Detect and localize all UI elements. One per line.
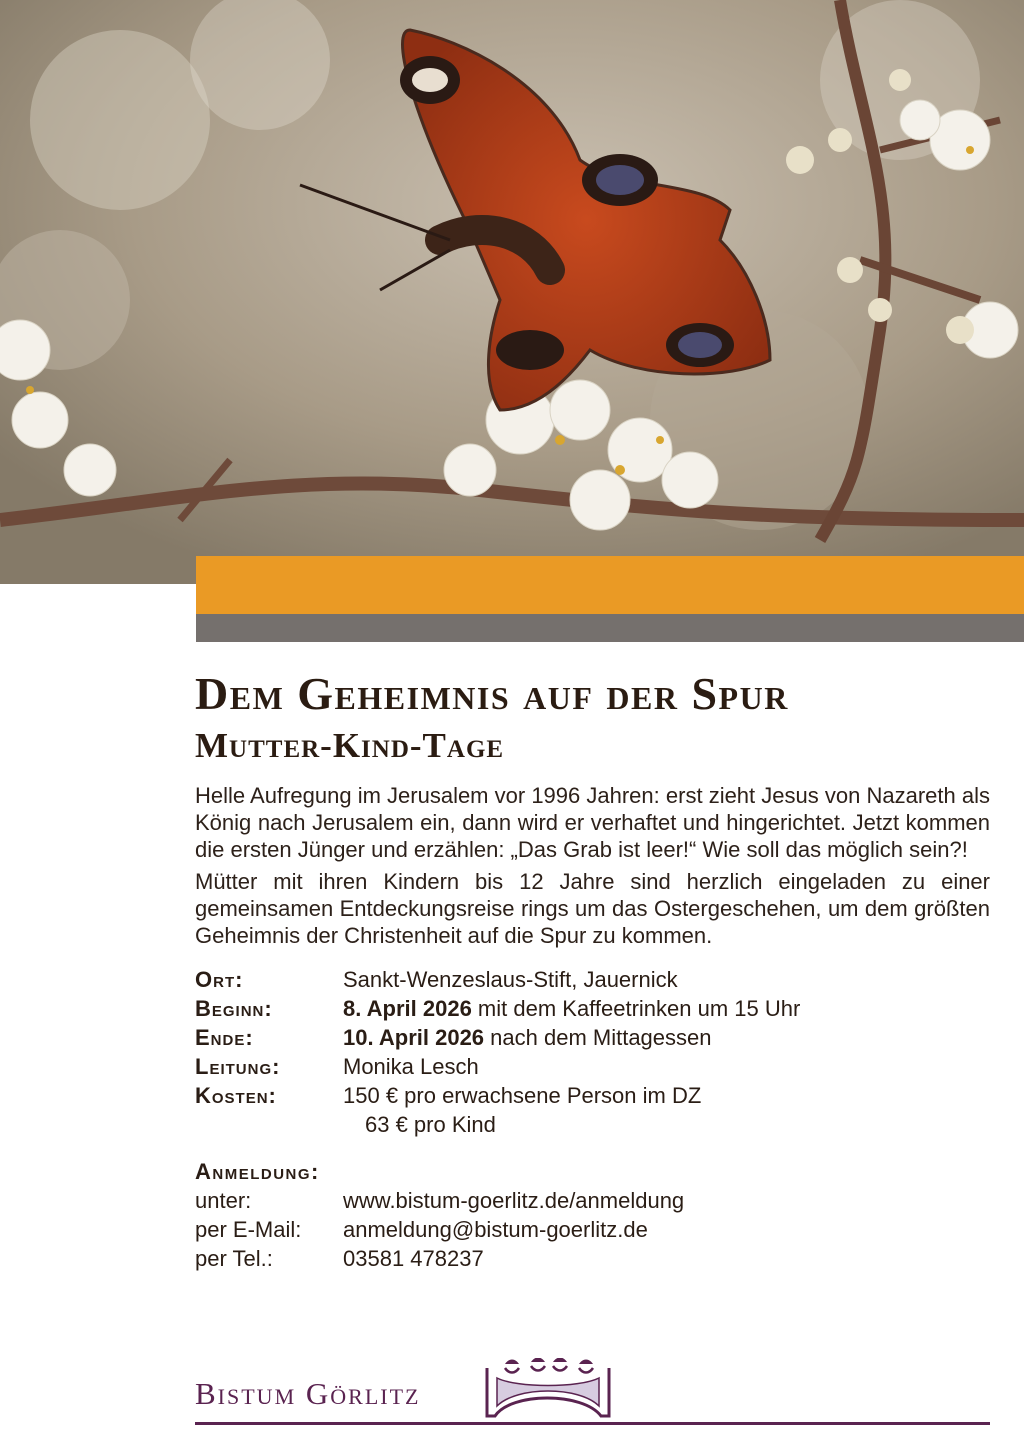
page-title: Dem Geheimnis auf der Spur [195, 668, 789, 719]
kosten-value-child: 63 € pro Kind [365, 1112, 496, 1137]
detail-row-kosten [195, 1081, 990, 1110]
beginn-date: 8. April 2026 [343, 996, 472, 1021]
leitung-value: Monika Lesch [343, 1054, 479, 1079]
tel-label: per Tel.: [195, 1246, 273, 1271]
detail-row-ende [195, 1023, 990, 1052]
ende-value [343, 1023, 990, 1052]
registration-row-tel [195, 1244, 990, 1273]
leitung-label: Leitung: [195, 1054, 281, 1079]
brand-name: Bistum Görlitz [195, 1376, 421, 1411]
detail-row-beginn [195, 994, 990, 1023]
detail-row-ort [195, 965, 990, 994]
registration-title: Anmeldung: [195, 1159, 320, 1184]
gray-accent-bar [196, 614, 1024, 642]
beginn-label: Beginn: [195, 996, 273, 1021]
flyer-content [195, 668, 990, 1273]
web-label: unter: [195, 1188, 252, 1213]
registration-block [195, 1157, 990, 1273]
orange-accent-bar [196, 556, 1024, 614]
intro-paragraph: Helle Aufregung im Jerusalem vor 1996 Jahren: erst zieht Jesus von Nazareth als König nach Jerusalem ein, dann wird er verhaftet und hingerichtet. Jetzt kommen die ersten Jünger und erzählen: „Das Grab ist leer!“ Wie soll das möglich sein?! [195, 783, 990, 862]
ende-rest: nach dem Mittagessen [484, 1025, 712, 1050]
footer [195, 1354, 990, 1426]
crown-arch-logo-icon [483, 1358, 613, 1420]
ort-label: Ort: [195, 967, 244, 992]
detail-row-leitung [195, 1052, 990, 1081]
detail-row-kosten-child [195, 1110, 990, 1139]
event-details [195, 965, 990, 1139]
registration-row-web [195, 1186, 990, 1215]
email-link[interactable]: anmeldung@bistum-goerlitz.de [343, 1217, 648, 1242]
mail-label: per E-Mail: [195, 1217, 302, 1242]
ort-value: Sankt-Wenzeslaus-Stift, Jauernick [343, 967, 678, 992]
hero-photo [0, 0, 1024, 584]
beginn-value [343, 994, 990, 1023]
footer-rule [195, 1422, 990, 1425]
registration-row-mail [195, 1215, 990, 1244]
beginn-rest: mit dem Kaffeetrinken um 15 Uhr [471, 996, 801, 1021]
web-link[interactable]: www.bistum-goerlitz.de/anmeldung [343, 1188, 685, 1213]
phone-number[interactable]: 03581 478237 [343, 1246, 484, 1271]
kosten-label: Kosten: [195, 1083, 277, 1108]
page-subtitle: Mutter-Kind-Tage [195, 726, 505, 765]
ende-label: Ende: [195, 1025, 254, 1050]
kosten-value-adult: 150 € pro erwachsene Person im DZ [343, 1083, 702, 1108]
ende-date: 10. April 2026 [343, 1025, 485, 1050]
butterfly-photo-illustration [0, 0, 1024, 584]
invitation-paragraph: Mütter mit ihren Kindern bis 12 Jahre sind herzlich eingeladen zu einer gemeinsamen Entdeckungsreise rings um das Ostergeschehen, um dem größten Geheimnis der Christenheit auf die Spur zu kommen. [195, 869, 990, 948]
